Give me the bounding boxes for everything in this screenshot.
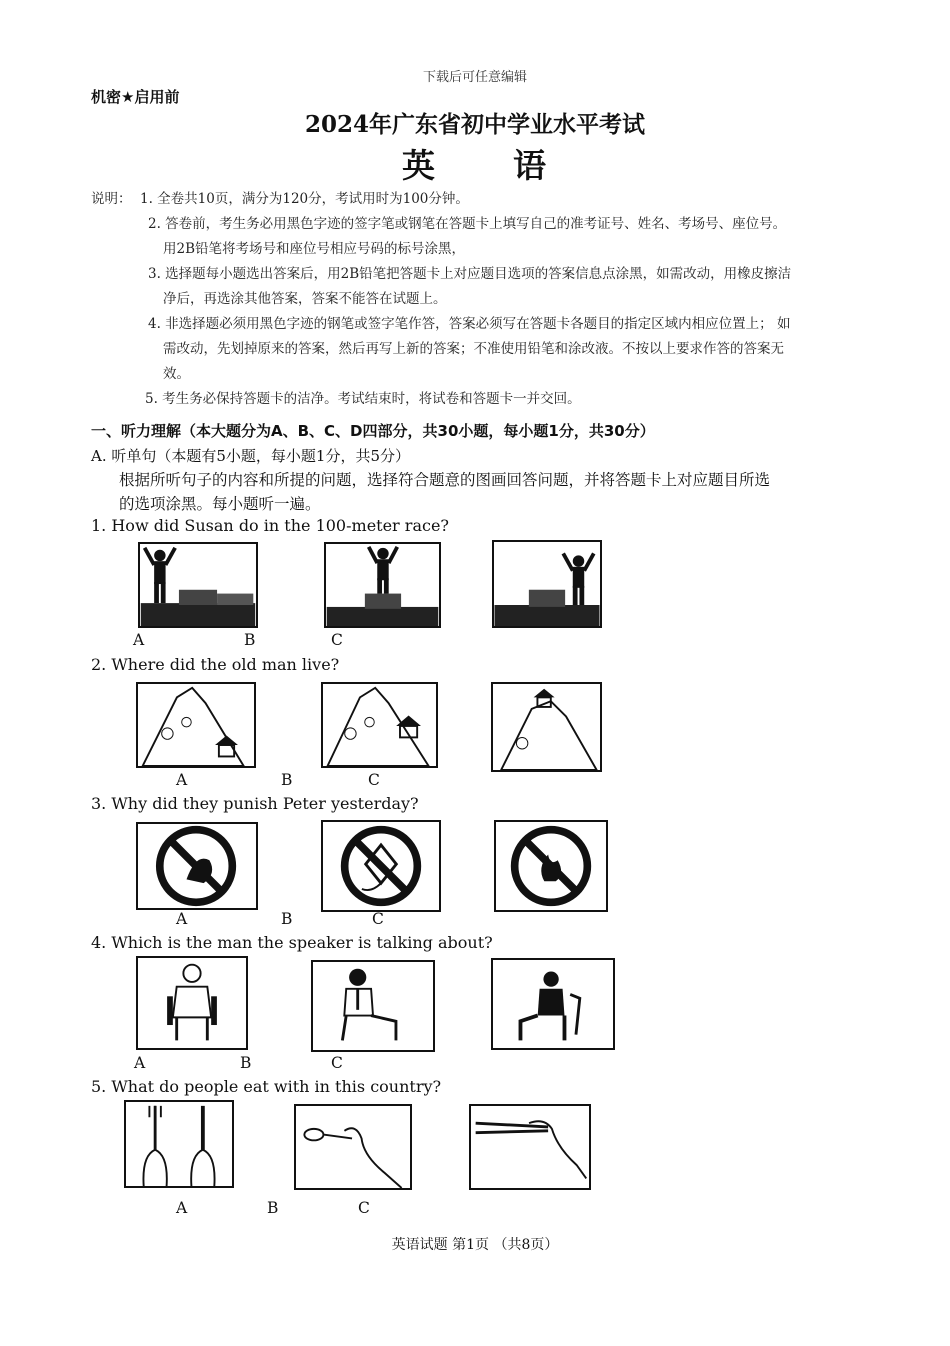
no-fire-icon	[496, 822, 606, 910]
q5-image-c	[469, 1104, 591, 1190]
q1-option-b: B	[244, 631, 256, 649]
subject-char-2: 语	[513, 146, 548, 185]
q2-image-a	[136, 682, 256, 768]
part-a-desc-line1: 根据所听句子的内容和所提的问题，选择符合题意的图画回答问题，并将答题卡上对应题目所选	[119, 471, 771, 489]
header-note: 下载后可任意编辑	[422, 70, 527, 85]
instruction-line: 3. 选择题每小题选出答案后，用2B铅笔把答题卡上对应题目选项的答案信息点涂黑，如需改动，用橡皮擦洁	[148, 266, 792, 282]
section-heading: 一、听力理解（本大题分为A、B、C、D四部分，共30小题，每小题1分，共30分）	[91, 422, 655, 440]
q4-image-c	[491, 958, 615, 1050]
q3-option-b: B	[281, 910, 293, 928]
exam-title: 2024年广东省初中学业水平考试	[304, 111, 645, 138]
q1-image-b	[324, 542, 441, 628]
instruction-line: 4. 非选择题必须用黑色字迹的钢笔或签字笔作答，答案必须写在答题卡各题目的指定区域内相应位置上； 如	[148, 316, 791, 332]
q4-image-b	[311, 960, 435, 1052]
fork-knife-icon	[126, 1102, 232, 1186]
spoon-icon	[296, 1106, 410, 1188]
q2-image-c	[491, 682, 602, 772]
mountain-icon	[323, 684, 436, 766]
question-4: 4. Which is the man the speaker is talking about?	[91, 933, 493, 952]
page-footer: 英语试题 第1页 （共8页）	[391, 1237, 559, 1253]
instruction-line: 需改动，先划掉原来的答案，然后再写上新的答案；不准使用铅笔和涂改液。不按以上要求作答的答案无	[163, 341, 784, 357]
instruction-line: 净后，再选涂其他答案，答案不能答在试题上。	[163, 291, 447, 307]
podium-icon	[140, 544, 256, 626]
q5-image-a	[124, 1100, 234, 1188]
q2-option-c: C	[368, 771, 380, 789]
subject-char-1: 英	[402, 146, 437, 185]
part-a-desc-line2: 的选项涂黑。每小题听一遍。	[119, 495, 321, 513]
question-1: 1. How did Susan do in the 100-meter race?	[91, 516, 449, 535]
q3-option-a: A	[176, 910, 188, 928]
q4-option-a: A	[134, 1054, 146, 1072]
instruction-line: 用2B铅笔将考场号和座位号相应号码的标号涂黑，	[163, 241, 466, 257]
podium-icon	[326, 544, 439, 626]
q5-option-c: C	[358, 1199, 370, 1217]
q2-option-a: A	[176, 771, 188, 789]
instruction-line: 1. 全卷共10页，满分为120分，考试用时为100分钟。	[140, 191, 469, 207]
question-3: 3. Why did they punish Peter yesterday?	[91, 794, 419, 813]
instructions-label: 说明：	[91, 191, 132, 207]
q5-option-b: B	[267, 1199, 279, 1217]
q4-option-c: C	[331, 1054, 343, 1072]
q3-image-b	[321, 820, 441, 912]
q3-option-c: C	[372, 910, 384, 928]
secret-mark: 机密★启用前	[91, 88, 180, 106]
seated-man-icon	[313, 962, 433, 1050]
no-kite-icon	[323, 822, 439, 910]
instruction-line: 2. 答卷前，考生务必用黑色字迹的签字笔或钢笔在答题卡上填写自己的准考证号、姓名、考场号、座位号。	[148, 216, 787, 232]
q4-option-b: B	[240, 1054, 252, 1072]
q3-image-c	[494, 820, 608, 912]
no-swimming-icon	[138, 824, 256, 908]
instruction-line: 效。	[163, 366, 190, 382]
chopsticks-icon	[471, 1106, 589, 1188]
seated-man-icon	[493, 960, 613, 1048]
seated-man-icon	[138, 958, 246, 1048]
q1-image-c	[492, 540, 602, 628]
instruction-line: 5. 考生务必保持答题卡的洁净。考试结束时，将试卷和答题卡一并交回。	[145, 391, 581, 407]
q1-option-c: C	[331, 631, 343, 649]
q5-image-b	[294, 1104, 412, 1190]
q4-image-a	[136, 956, 248, 1050]
q2-option-b: B	[281, 771, 293, 789]
mountain-icon	[138, 684, 254, 766]
exam-subject	[0, 140, 950, 187]
part-a-heading: A. 听单句（本题有5小题，每小题1分，共5分）	[91, 447, 411, 465]
q1-image-a	[138, 542, 258, 628]
question-5: 5. What do people eat with in this country?	[91, 1077, 442, 1096]
mountain-icon	[493, 684, 600, 770]
podium-icon	[494, 542, 600, 626]
q1-option-a: A	[133, 631, 145, 649]
q3-image-a	[136, 822, 258, 910]
q2-image-b	[321, 682, 438, 768]
q5-option-a: A	[176, 1199, 188, 1217]
question-2: 2. Where did the old man live?	[91, 655, 340, 674]
